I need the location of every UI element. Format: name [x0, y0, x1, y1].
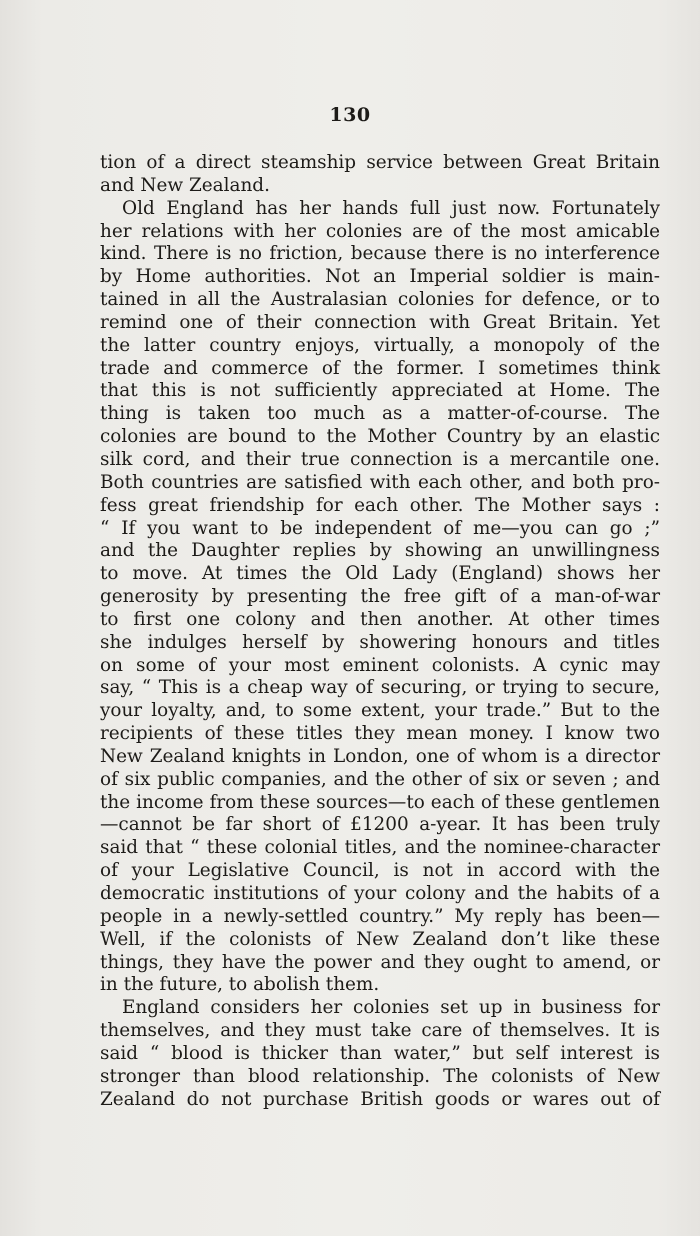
- text-line: thing is taken too much as a matter-of-course. The: [100, 403, 660, 425]
- text-line: people in a newly-settled country.” My reply has been—: [100, 905, 660, 927]
- text-line: themselves, and they must take care of themselves. It is: [100, 1020, 660, 1042]
- text-line: Zealand do not purchase British goods or wares out of: [100, 1088, 660, 1110]
- text-line: that this is not sufficiently appreciated at Home. The: [100, 380, 660, 402]
- text-line: by Home authorities. Not an Imperial soldier is main-: [100, 266, 660, 288]
- text-line: and New Zealand.: [100, 174, 270, 196]
- text-line: said “ blood is thicker than water,” but self interest is: [100, 1042, 660, 1064]
- text-line: in the future, to abolish them.: [100, 974, 380, 996]
- text-line: tained in all the Australasian colonies for defence, or to: [100, 289, 660, 311]
- text-line: to move. At times the Old Lady (England) shows her: [100, 563, 660, 585]
- text-line: stronger than blood relationship. The colonists of New: [100, 1065, 660, 1087]
- text-line: New Zealand knights in London, one of whom is a director: [100, 745, 660, 767]
- text-line: of your Legislative Council, is not in accord with the: [100, 860, 660, 882]
- text-line: say, “ This is a cheap way of securing, or trying to secure,: [100, 677, 660, 699]
- text-line: said that “ these colonial titles, and the nominee-character: [100, 837, 660, 859]
- text-line: fess great friendship for each other. The Mother says :: [100, 494, 660, 516]
- text-line: silk cord, and their true connection is a mercantile one.: [100, 448, 660, 470]
- text-line: trade and commerce of the former. I sometimes think: [100, 357, 660, 379]
- text-line: colonies are bound to the Mother Country by an elastic: [100, 426, 660, 448]
- text-line: Well, if the colonists of New Zealand don’t like these: [100, 928, 660, 950]
- text-line: kind. There is no friction, because there is no interference: [100, 243, 660, 265]
- text-line: Old England has her hands full just now. Fortunately: [122, 197, 660, 219]
- text-line: Both countries are satisfied with each other, and both pro-: [100, 471, 660, 493]
- text-line: remind one of their connection with Great Britain. Yet: [100, 311, 660, 333]
- text-line: generosity by presenting the free gift of a man-of-war: [100, 586, 660, 608]
- text-line: things, they have the power and they ought to amend, or: [100, 951, 660, 973]
- text-line: her relations with her colonies are of the most amicable: [100, 220, 660, 242]
- text-line: and the Daughter replies by showing an unwillingness: [100, 540, 660, 562]
- text-line: the latter country enjoys, virtually, a monopoly of the: [100, 334, 660, 356]
- text-line: your loyalty, and, to some extent, your trade.” But to the: [100, 700, 660, 722]
- text-line: on some of your most eminent colonists. A cynic may: [100, 654, 660, 676]
- text-line: recipients of these titles they mean money. I know two: [100, 723, 660, 745]
- text-line: to first one colony and then another. At other times: [100, 608, 660, 630]
- text-line: tion of a direct steamship service between Great Britain: [100, 152, 660, 173]
- text-line: she indulges herself by showering honours and titles: [100, 631, 660, 653]
- text-line: “ If you want to be independent of me—you can go ;”: [100, 517, 660, 539]
- text-line: the income from these sources—to each of these gentlemen: [100, 791, 660, 813]
- text-line: —cannot be far short of £1200 a-year. It has been truly: [100, 814, 660, 836]
- text-line: England considers her colonies set up in business for: [122, 997, 660, 1019]
- text-line: democratic institutions of your colony and the habits of a: [100, 883, 660, 904]
- page-number: 130: [329, 104, 371, 126]
- text-line: of six public companies, and the other of six or seven ; and: [100, 768, 660, 790]
- body-text: [100, 152, 660, 1111]
